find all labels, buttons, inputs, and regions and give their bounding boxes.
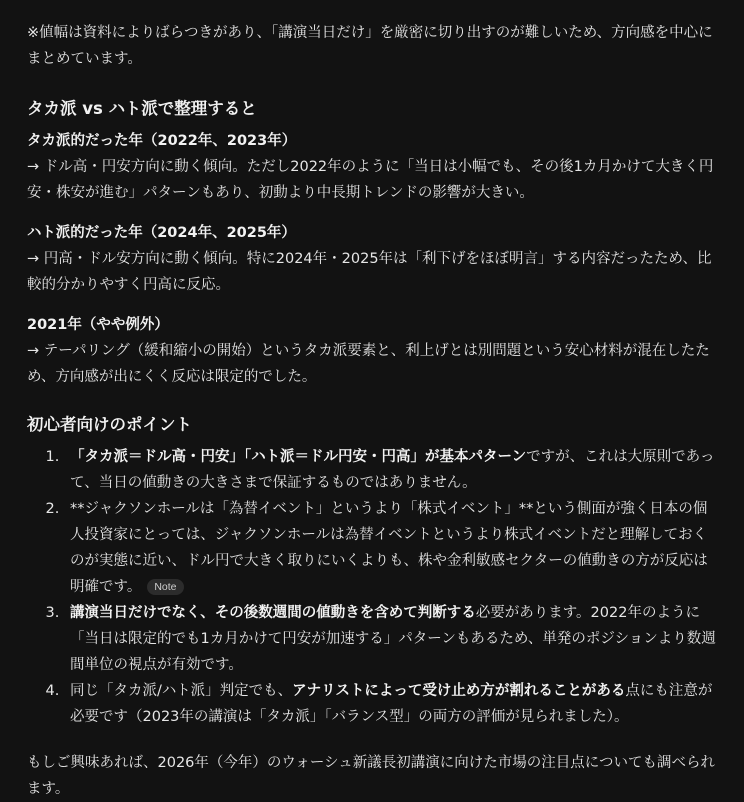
item-text: 点にも注意が必要です（2023年の講演は「タカ派」「バランス型」の両方の評価が見られました）。 [70,683,713,725]
item-text: **ジャクソンホールは「為替イベント」というより「株式イベント」**という側面が強く日本の個人投資家にとっては、ジャクソンホールは為替イベントというより株式イベントだと理解しておくのが実態に近い、ドル円で大きく取りにいくよりも、株や金利敏感セクターの値動きの方が反応は明確です。 [70,501,708,595]
item-text: 同じ「タカ派/ハト派」判定でも、 [70,683,293,699]
list-item [64,496,718,600]
list-item [64,444,718,496]
block-title: タカ派的だった年（2022年、2023年） [27,133,297,149]
block-title: 2021年（やや例外） [27,317,169,333]
block-text: → テーパリング（緩和縮小の開始）というタカ派要素と、利上げとは別問題という安心材料が混在したため、方向感が出にくく反応は限定的でした。 [27,343,710,385]
note-badge[interactable]: Note [147,579,183,595]
bold-text: 「タカ派＝ドル高・円安」「ハト派＝ドル円安・円高」が基本パターン [70,449,527,465]
block-text: → 円高・ドル安方向に動く傾向。特に2024年・2025年は「利下げをほぼ明言」する内容だったため、比較的分かりやすく円高に反応。 [27,251,712,293]
block-text: → ドル高・円安方向に動く傾向。ただし2022年のように「当日は小幅でも、その後1カ月かけて大きく円安・株安が進む」パターンもあり、初動より中長期トレンドの影響が大きい。 [27,159,714,201]
hawkish-years-block [27,128,718,206]
closing-text: もしご興味あれば、2026年（今年）のウォーシュ新議長初講演に向けた市場の注目点についても調べられます。 [27,755,715,797]
block-title: ハト派的だった年（2024年、2025年） [27,225,296,241]
list-item [64,600,718,678]
section-heading-beginner-points: 初心者向けのポイント [27,415,192,434]
bold-text: 講演当日だけでなく、その後数週間の値動きを含めて判断する [70,605,476,621]
bold-text: アナリストによって受け止め方が割れることがある [292,683,626,699]
section-heading-hawk-dove: タカ派 vs ハト派で整理すると [27,99,257,118]
dovish-years-block [27,220,718,298]
exception-year-block [27,312,718,390]
item-text: 必要があります。2022年のように「当日は限定的でも1カ月かけて円安が加速する」パターンもあるため、単発のポジションより数週間単位の視点が有効です。 [70,605,716,673]
list-item [64,678,718,730]
points-list [27,444,718,730]
item-text: ですが、これは大原則であって、当日の値動きの大きさまで保証するものではありません。 [70,449,715,491]
intro-note: ※値幅は資料によりばらつきがあり、「講演当日だけ」を厳密に切り出すのが難しいため、方向感を中心にまとめています。 [27,25,713,67]
